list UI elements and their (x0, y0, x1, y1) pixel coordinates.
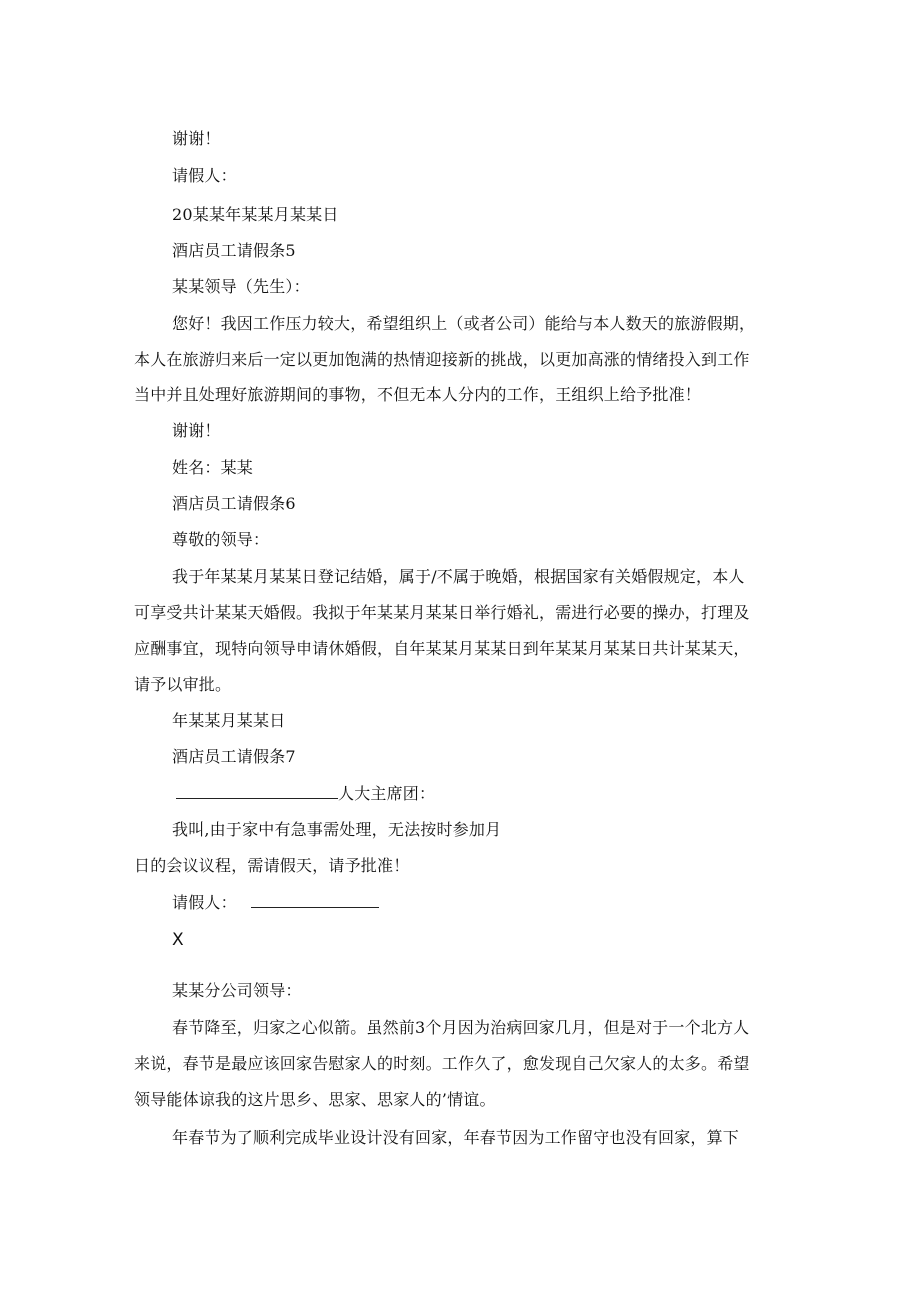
salutation: 某某领导（先生）： (172, 277, 310, 296)
paragraph-line: 来说，春节是最应该回家告慰家人的时刻。工作久了，愈发现自己欠家人的太多。希望 (134, 1054, 750, 1073)
closing-thanks: 谢谢！ (172, 129, 221, 148)
paragraph-line: 您好！我因工作压力较大，希望组织上（或者公司）能给与本人数天的旅游假期， (172, 314, 756, 333)
applicant-line (172, 891, 379, 914)
paragraph-line: 年春节为了顺利完成毕业设计没有回家，年春节因为工作留守也没有回家，算下 (172, 1128, 740, 1147)
salutation: 尊敬的领导： (172, 530, 270, 549)
paragraph-line: 可享受共计某某天婚假。我拟于年某某月某某日举行婚礼，需进行必要的操办，打理及 (134, 603, 750, 622)
mark-x: X (172, 930, 184, 950)
date-line: 年某某月某某日 (172, 711, 286, 730)
section-heading-6: 酒店员工请假条6 (172, 494, 296, 513)
paragraph-line: 我叫,由于家中有急事需处理，无法按时参加月 (172, 820, 502, 839)
section-heading-7: 酒店员工请假条7 (172, 747, 296, 766)
addressee-text: 人大主席团： (338, 784, 436, 803)
date-line: 20某某年某某月某某日 (172, 205, 339, 224)
paragraph-line: 当中并且处理好旅游期间的事物，不但无本人分内的工作，王组织上给予批准！ (134, 385, 702, 404)
paragraph-line: 请予以审批。 (134, 675, 232, 694)
section-heading-5: 酒店员工请假条5 (172, 241, 296, 260)
paragraph-line: 领导能体谅我的这片思乡、思家、思家人的’情谊。 (134, 1090, 496, 1109)
name-line: 姓名：某某 (172, 458, 254, 477)
blank-underline (176, 782, 338, 799)
paragraph-line: 春节降至，归家之心似箭。虽然前3个月因为治病回家几月，但是对于一个北方人 (172, 1018, 750, 1037)
addressee-line (176, 782, 435, 805)
salutation: 某某分公司领导： (172, 981, 302, 1000)
paragraph-line: 我于年某某月某某日登记结婚，属于/不属于晚婚，根据国家有关婚假规定，本人 (172, 567, 745, 586)
applicant-label: 请假人： (172, 893, 237, 912)
closing-thanks: 谢谢！ (172, 421, 221, 440)
paragraph-line: 本人在旅游归来后一定以更加饱满的热情迎接新的挑战，以更加高涨的情绪投入到工作 (134, 350, 750, 369)
paragraph-line: 应酬事宜，现特向领导申请休婚假，自年某某月某某日到年某某月某某日共计某某天， (134, 639, 750, 658)
signature-underline (251, 891, 379, 908)
applicant-label: 请假人： (172, 166, 237, 185)
paragraph-line: 日的会议议程，需请假天，请予批准！ (134, 856, 410, 875)
